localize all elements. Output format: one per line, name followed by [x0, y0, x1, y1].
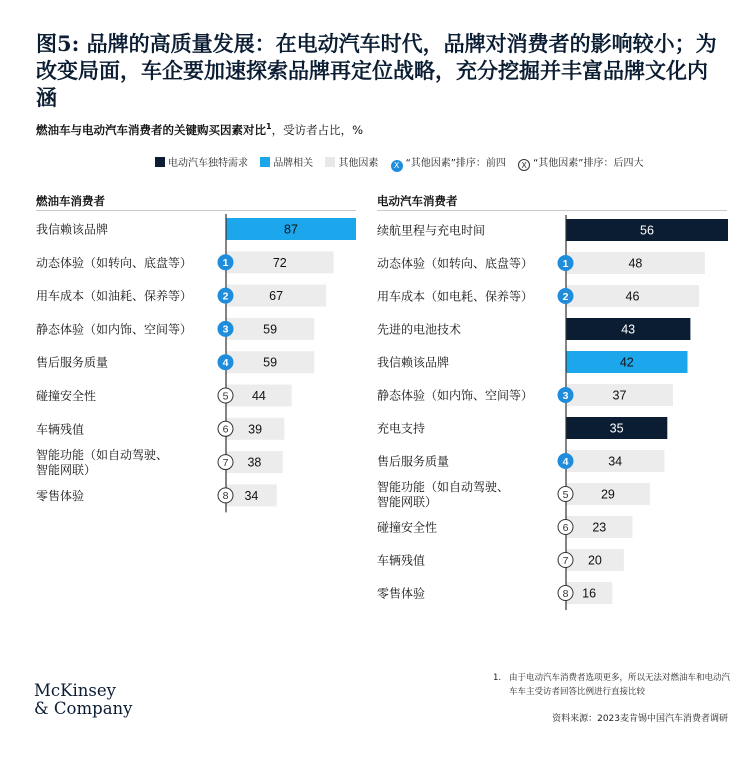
- ice-category-label-2: 用车成本（如油耗、保养等）: [36, 289, 193, 304]
- page-title: 图5: 品牌的高质量发展：在电动汽车时代，品牌对消费者的影响较小；为改变局面，车企要加速探索品牌再定位战略，充分挖掘并丰富品牌文化内涵: [36, 31, 717, 110]
- ev-value-label-10: 20: [587, 553, 602, 568]
- ev-value-label-0: 56: [640, 223, 654, 238]
- ev-value-label-1: 48: [628, 256, 643, 271]
- ev-category-label-5: 静态体验（如内饰、空间等）: [377, 388, 534, 403]
- subtitle-main: 燃油车与电动汽车消费者的关键购买因素对比: [36, 123, 266, 137]
- footnote-number: 1.: [493, 673, 502, 683]
- ice-rank-number-3: 3: [222, 323, 229, 336]
- ev-category-label-10: 车辆残值: [377, 553, 426, 568]
- subtitle-rest: ，受访者占比，%: [271, 123, 364, 137]
- ice-category-label-1: 动态体验（如转向、底盘等）: [36, 255, 193, 270]
- ev-category-label-11: 零售体验: [377, 586, 426, 601]
- ice-category-label-4: 售后服务质量: [36, 355, 109, 370]
- subtitle-footnote-ref: 1: [266, 122, 272, 132]
- ev-value-label-5: 37: [612, 388, 627, 403]
- ev-category-label-3: 先进的电池技术: [377, 322, 462, 337]
- ice-rank-number-7: 7: [222, 456, 229, 469]
- ice-category-label-3: 静态体验（如内饰、空间等）: [36, 322, 193, 337]
- ev-category-label-9: 碰撞安全性: [377, 520, 438, 535]
- ev-rank-number-11: 8: [562, 587, 569, 600]
- ice-rank-number-4: 4: [222, 357, 229, 369]
- ice-rank-number-1: 1: [222, 257, 229, 270]
- ev-value-label-7: 34: [608, 454, 623, 469]
- ev-value-label-6: 35: [609, 421, 624, 436]
- ice-category-label-8: 零售体验: [36, 488, 85, 503]
- ev-category-label-8-line-0: 智能功能（如自动驾驶、: [377, 480, 510, 494]
- ice-category-label-6: 车辆残值: [36, 422, 85, 437]
- ev-rank-number-1: 1: [562, 257, 569, 270]
- ev-rank-number-10: 7: [562, 554, 569, 567]
- ice-rank-number-8: 8: [222, 490, 229, 503]
- logo-line-2: & Company: [34, 699, 133, 718]
- footnote: [493, 671, 733, 699]
- ice-category-label-7-line-1: 智能网联）: [36, 463, 97, 478]
- ice-value-label-7: 38: [247, 455, 262, 470]
- ev-rank-number-7: 4: [562, 455, 569, 468]
- ice-value-label-2: 67: [269, 289, 284, 304]
- footnote-text: 由于电动汽车消费者选项更多，所以无法对燃油车和电动汽车车主受访者回答比例进行直接比较: [509, 673, 731, 697]
- source-note: 资料来源：2023麦肯锡中国汽车消费者调研: [552, 714, 728, 724]
- ice-value-label-5: 44: [251, 389, 266, 403]
- legend-bottom4-badge-icon: X: [518, 159, 530, 171]
- ice-value-label-3: 59: [263, 322, 278, 337]
- ice-rank-number-2: 2: [222, 290, 229, 303]
- ice-rank-number-6: 6: [222, 423, 229, 436]
- ev-category-label-6: 充电支持: [377, 421, 426, 436]
- ev-rank-number-8: 5: [562, 488, 569, 501]
- legend-top4-label: “其他因素”排序：前四: [405, 158, 506, 169]
- panel-title-ice: 燃油车消费者: [36, 194, 105, 208]
- legend-other-label: 其他因素: [338, 158, 379, 169]
- ev-category-label-0: 续航里程与充电时间: [377, 223, 486, 238]
- ice-value-label-1: 72: [272, 255, 287, 270]
- ev-category-label-2: 用车成本（如电耗、保养等）: [377, 289, 534, 304]
- ev-category-label-7: 售后服务质量: [377, 454, 450, 469]
- ev-rank-number-2: 2: [562, 290, 569, 303]
- ice-category-label-0: 我信赖该品牌: [36, 222, 109, 237]
- ev-value-label-2: 46: [625, 289, 640, 304]
- legend-brand-related-label: 品牌相关: [273, 158, 314, 169]
- ev-value-label-3: 43: [621, 322, 636, 337]
- ev-category-label-1: 动态体验（如转向、底盘等）: [377, 256, 534, 271]
- legend-top4-badge-icon: X: [391, 160, 403, 172]
- ice-value-label-6: 39: [248, 422, 263, 437]
- ev-rank-number-9: 6: [562, 521, 569, 534]
- ice-category-label-5: 碰撞安全性: [36, 389, 97, 403]
- ev-value-label-8: 29: [600, 487, 615, 502]
- ice-category-label-7-line-0: 智能功能（如自动驾驶、: [36, 448, 169, 463]
- legend-bottom4-label: “其他因素”排序：后四大: [533, 158, 644, 169]
- ice-value-label-0: 87: [284, 222, 298, 237]
- logo-line-1: McKinsey: [34, 681, 116, 700]
- ev-category-label-8-line-1: 智能网联）: [377, 495, 438, 509]
- mckinsey-logo: [34, 682, 132, 718]
- ev-value-label-9: 23: [592, 520, 607, 535]
- ev-value-label-11: 16: [582, 586, 597, 601]
- ev-rank-number-5: 3: [562, 389, 569, 402]
- legend-ev-unique-label: 电动汽车独特需求: [168, 158, 248, 169]
- ice-value-label-4: 59: [263, 355, 278, 370]
- ice-value-label-8: 34: [244, 488, 259, 503]
- ev-category-label-4: 我信赖该品牌: [377, 355, 450, 370]
- ice-rank-number-5: 5: [222, 390, 229, 403]
- ev-value-label-4: 42: [619, 355, 634, 370]
- panel-title-ev: 电动汽车消费者: [377, 194, 458, 208]
